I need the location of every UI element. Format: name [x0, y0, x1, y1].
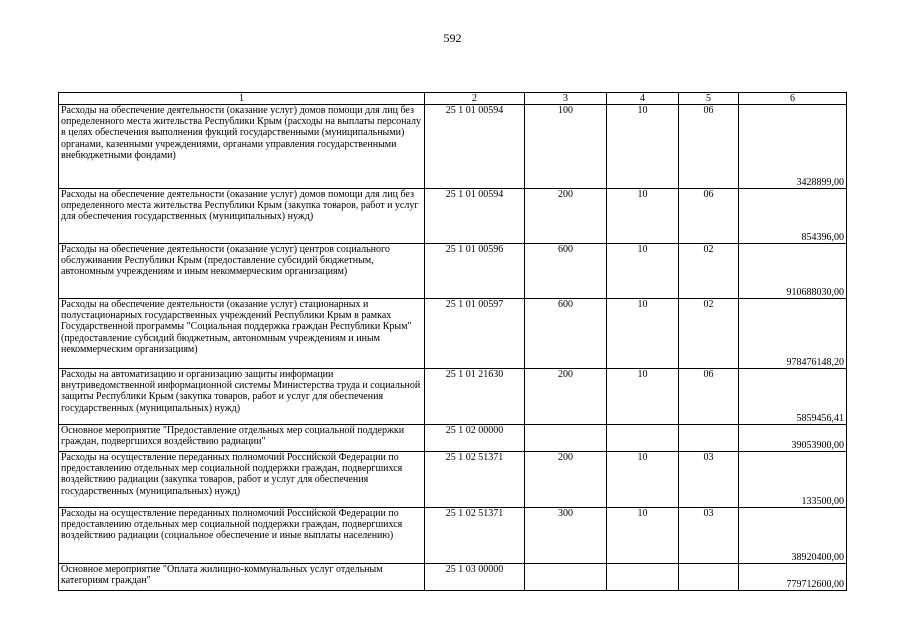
row-subsection [679, 564, 739, 591]
row-subsection: 03 [679, 508, 739, 564]
row-expense-type: 100 [525, 105, 607, 189]
row-expense-type: 200 [525, 369, 607, 425]
page-number: 592 [443, 31, 462, 45]
row-section: 10 [607, 369, 679, 425]
table-row [59, 564, 847, 591]
row-section [607, 425, 679, 452]
row-code: 25 1 03 00000 [425, 564, 525, 591]
row-amount: 39053900,00 [739, 425, 847, 452]
table-row [59, 189, 847, 244]
row-section: 10 [607, 189, 679, 244]
row-subsection: 02 [679, 244, 739, 299]
table-row [59, 244, 847, 299]
row-expense-type: 200 [525, 452, 607, 508]
row-subsection: 06 [679, 189, 739, 244]
row-description: Расходы на автоматизацию и организацию защиты информации внутриведомственной информационной системы Министерства труда и социальной защиты Республики Крым (закупка товаров, работ и услуг для обеспечения государственных (муниципальных) нужд) [59, 369, 425, 425]
row-section: 10 [607, 299, 679, 369]
row-expense-type: 300 [525, 508, 607, 564]
row-code: 25 1 01 21630 [425, 369, 525, 425]
row-amount: 854396,00 [739, 189, 847, 244]
row-expense-type: 600 [525, 244, 607, 299]
row-expense-type: 600 [525, 299, 607, 369]
row-subsection: 03 [679, 452, 739, 508]
row-amount: 779712600,00 [739, 564, 847, 591]
row-expense-type [525, 564, 607, 591]
row-section [607, 564, 679, 591]
row-code: 25 1 02 51371 [425, 508, 525, 564]
row-code: 25 1 01 00597 [425, 299, 525, 369]
row-expense-type [525, 425, 607, 452]
column-header: 4 [607, 93, 679, 105]
column-header: 3 [525, 93, 607, 105]
row-amount: 978476148,20 [739, 299, 847, 369]
row-amount: 133500,00 [739, 452, 847, 508]
row-code: 25 1 01 00594 [425, 189, 525, 244]
column-header: 5 [679, 93, 739, 105]
row-code: 25 1 02 00000 [425, 425, 525, 452]
budget-table [58, 92, 847, 591]
row-subsection: 02 [679, 299, 739, 369]
row-description: Расходы на обеспечение деятельности (оказание услуг) стационарных и полустационарных государственных учреждений Республики Крым в рамках Государственной программы "Социальная поддержка граждан Республики Крым" (предоставление субсидий бюджетным, автономным учреждениям и иным некоммерческим организациям) [59, 299, 425, 369]
row-code: 25 1 01 00596 [425, 244, 525, 299]
table-row [59, 299, 847, 369]
row-section: 10 [607, 105, 679, 189]
table-row [59, 105, 847, 189]
table-row [59, 452, 847, 508]
row-description: Расходы на обеспечение деятельности (оказание услуг) центров социального обслуживания Республики Крым (предоставление субсидий бюджетным, автономным учреждениям и иным некоммерческим организациям) [59, 244, 425, 299]
row-expense-type: 200 [525, 189, 607, 244]
table-row [59, 425, 847, 452]
row-description: Расходы на обеспечение деятельности (оказание услуг) домов помощи для лиц без определенного места жительства Республики Крым (закупка товаров, работ и услуг для обеспечения государственных (муниципальных) нужд) [59, 189, 425, 244]
row-description: Расходы на обеспечение деятельности (оказание услуг) домов помощи для лиц без определенного места жительства Республики Крым (расходы на выплаты персоналу в целях обеспечения выполнения фукций государственными (муниципальными) органами, казенными учреждениями, органами управления государственными внебюджетными фондами) [59, 105, 425, 189]
row-code: 25 1 02 51371 [425, 452, 525, 508]
row-section: 10 [607, 452, 679, 508]
row-section: 10 [607, 508, 679, 564]
row-amount: 3428899,00 [739, 105, 847, 189]
row-description: Расходы на осуществление переданных полномочий Российской Федерации по предоставлению отдельных мер социальной поддержки граждан, подвергшихся воздействию радиации (социальное обеспечение и иные выплаты населению) [59, 508, 425, 564]
row-subsection: 06 [679, 369, 739, 425]
row-code: 25 1 01 00594 [425, 105, 525, 189]
row-amount: 38920400,00 [739, 508, 847, 564]
row-subsection [679, 425, 739, 452]
row-subsection: 06 [679, 105, 739, 189]
table-row [59, 369, 847, 425]
column-header: 2 [425, 93, 525, 105]
row-description: Основное мероприятие "Предоставление отдельных мер социальной поддержки граждан, подвергшихся воздействию радиации" [59, 425, 425, 452]
row-section: 10 [607, 244, 679, 299]
row-amount: 5859456,41 [739, 369, 847, 425]
row-description: Расходы на осуществление переданных полномочий Российской Федерации по предоставлению отдельных мер социальной поддержки граждан, подвергшихся воздействию радиации (закупка товаров, работ и услуг для обеспечения государственных (муниципальных) нужд) [59, 452, 425, 508]
column-header: 6 [739, 93, 847, 105]
header-row [59, 93, 847, 105]
row-description: Основное мероприятие "Оплата жилищно-коммунальных услуг отдельным категориям граждан" [59, 564, 425, 591]
column-header: 1 [59, 93, 425, 105]
table-row [59, 508, 847, 564]
row-amount: 910688030,00 [739, 244, 847, 299]
